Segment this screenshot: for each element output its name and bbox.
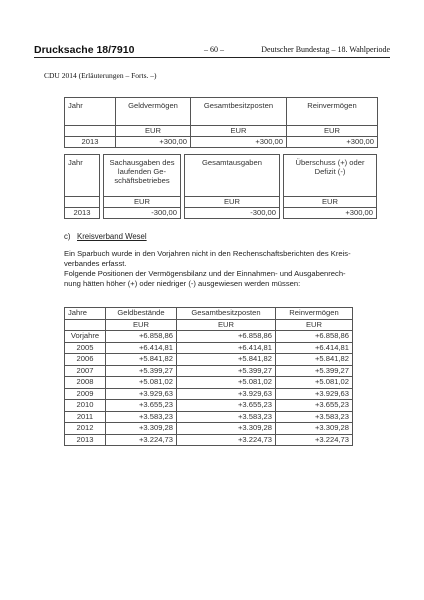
empty-cell — [65, 319, 106, 331]
value-cell: +3.655,23 — [177, 400, 276, 412]
value-cell: +5.841,82 — [106, 354, 177, 366]
section-title: Kreisverband Wesel — [77, 232, 147, 241]
wesel-corrections-table — [64, 307, 353, 446]
page-header — [34, 44, 390, 56]
unit-cell: EUR — [276, 319, 353, 331]
value-cell: +6.858,86 — [106, 331, 177, 343]
year-cell: 2007 — [65, 365, 106, 377]
header-cell: Reinvermögen — [287, 98, 378, 126]
year-cell: 2010 — [65, 400, 106, 412]
value-cell: +300,00 — [191, 137, 287, 148]
value-cell: -300,00 — [104, 208, 181, 219]
expenses-table-2013 — [64, 154, 377, 219]
value-cell: +3.583,23 — [106, 411, 177, 423]
value-cell: +3.309,28 — [276, 423, 353, 435]
section-subtitle: CDU 2014 (Erläuterungen – Forts. –) — [44, 71, 157, 80]
unit-cell: EUR — [185, 197, 280, 208]
header-cell: Jahr — [65, 98, 116, 126]
table-row — [65, 331, 353, 343]
value-cell: +5.399,27 — [177, 365, 276, 377]
table-header-row — [65, 308, 353, 320]
table-row — [65, 423, 353, 435]
value-cell: +5.081,02 — [106, 377, 177, 389]
value-cell: +5.399,27 — [106, 365, 177, 377]
paragraph-1 — [64, 249, 364, 269]
table-row — [65, 434, 353, 446]
page-number: – 60 – — [204, 45, 224, 54]
header-cell: Gesamtbesitzposten — [177, 308, 276, 320]
header-cell: Sachausgaben des laufenden Ge-schäftsbetriebes — [104, 155, 181, 197]
text-line: verbandes erfasst. — [64, 259, 127, 268]
value-cell: +3.929,63 — [177, 388, 276, 400]
value-cell: +300,00 — [287, 137, 378, 148]
unit-cell: EUR — [106, 319, 177, 331]
empty-cell — [65, 126, 116, 137]
value-cell: +5.399,27 — [276, 365, 353, 377]
value-cell: +3.929,63 — [106, 388, 177, 400]
header-cell: Geldbestände — [106, 308, 177, 320]
table-row — [65, 137, 378, 148]
value-cell: +5.081,02 — [276, 377, 353, 389]
year-cell: 2013 — [65, 434, 106, 446]
value-cell: +3.583,23 — [276, 411, 353, 423]
year-cell: 2009 — [65, 388, 106, 400]
year-cell: 2006 — [65, 354, 106, 366]
value-cell: -300,00 — [185, 208, 280, 219]
table-row — [65, 388, 353, 400]
table-row — [65, 354, 353, 366]
value-cell: +3.309,28 — [177, 423, 276, 435]
year-cell: 2005 — [65, 342, 106, 354]
text-line: Ein Sparbuch wurde in den Vorjahren nicht in den Rechenschaftsberichten des Kreis- — [64, 249, 351, 258]
value-cell: +3.583,23 — [177, 411, 276, 423]
header-cell: Überschuss (+) oder Defizit (-) — [284, 155, 377, 197]
year-cell: 2013 — [65, 208, 100, 219]
unit-cell: EUR — [104, 197, 181, 208]
year-cell: 2011 — [65, 411, 106, 423]
header-cell: Gesamtausgaben — [185, 155, 280, 197]
text-line: Folgende Positionen der Vermögensbilanz und der Einnahmen- und Ausgabenrech- — [64, 269, 346, 278]
table-row — [65, 365, 353, 377]
value-cell: +3.309,28 — [106, 423, 177, 435]
value-cell: +3.224,73 — [276, 434, 353, 446]
document-number: Drucksache 18/7910 — [34, 44, 135, 56]
value-cell: +3.224,73 — [177, 434, 276, 446]
header-cell: Geldvermögen — [116, 98, 191, 126]
publication-title: Deutscher Bundestag – 18. Wahlperiode — [261, 45, 390, 54]
unit-cell: EUR — [177, 319, 276, 331]
year-cell: 2008 — [65, 377, 106, 389]
value-cell: +3.655,23 — [106, 400, 177, 412]
value-cell: +6.414,81 — [276, 342, 353, 354]
header-cell: Reinvermögen — [276, 308, 353, 320]
table-row — [65, 400, 353, 412]
value-cell: +5.841,82 — [177, 354, 276, 366]
table-row — [65, 208, 377, 219]
value-cell: +6.858,86 — [177, 331, 276, 343]
value-cell: +6.414,81 — [106, 342, 177, 354]
value-cell: +300,00 — [284, 208, 377, 219]
header-cell: Jahr — [65, 155, 100, 197]
section-letter: c) — [64, 232, 71, 241]
table-row — [65, 411, 353, 423]
header-cell: Gesamtbesitzposten — [191, 98, 287, 126]
value-cell: +6.858,86 — [276, 331, 353, 343]
unit-row — [65, 197, 377, 208]
text-line: nung hätten höher (+) oder niedriger (-) ausgewiesen werden müssen: — [64, 279, 301, 288]
year-cell: Vorjahre — [65, 331, 106, 343]
unit-row — [65, 319, 353, 331]
table-row — [65, 342, 353, 354]
value-cell: +3.224,73 — [106, 434, 177, 446]
assets-table-2013 — [64, 97, 378, 148]
header-cell: Jahre — [65, 308, 106, 320]
value-cell: +5.081,02 — [177, 377, 276, 389]
value-cell: +3.929,63 — [276, 388, 353, 400]
unit-cell: EUR — [284, 197, 377, 208]
table-body — [65, 331, 353, 446]
section-heading — [64, 232, 147, 241]
unit-cell: EUR — [116, 126, 191, 137]
table-row — [65, 377, 353, 389]
table-header-row — [65, 155, 377, 197]
paragraph-2 — [64, 269, 364, 289]
value-cell: +300,00 — [116, 137, 191, 148]
header-rule — [34, 57, 390, 58]
unit-row — [65, 126, 378, 137]
table-header-row — [65, 98, 378, 126]
value-cell: +6.414,81 — [177, 342, 276, 354]
value-cell: +3.655,23 — [276, 400, 353, 412]
unit-cell: EUR — [287, 126, 378, 137]
year-cell: 2013 — [65, 137, 116, 148]
value-cell: +5.841,82 — [276, 354, 353, 366]
year-cell: 2012 — [65, 423, 106, 435]
empty-cell — [65, 197, 100, 208]
unit-cell: EUR — [191, 126, 287, 137]
